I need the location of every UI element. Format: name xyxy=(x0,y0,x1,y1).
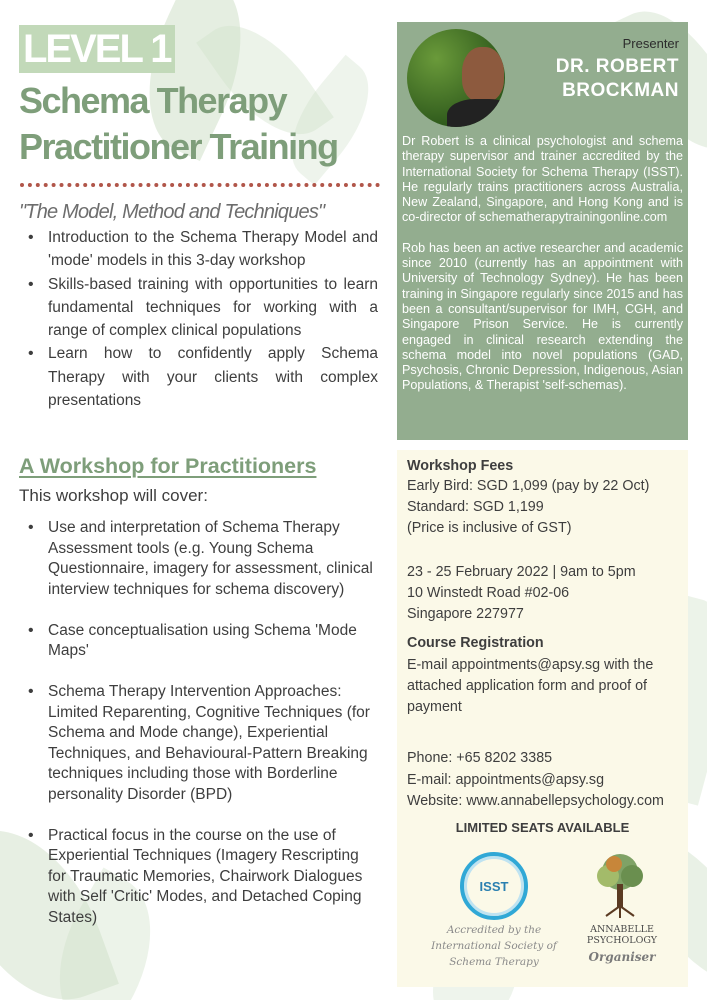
early-bird-fee: Early Bird: SGD 1,099 (pay by 22 Oct) xyxy=(407,478,650,494)
intro-list xyxy=(28,226,378,412)
registration-text: attached application form and proof of xyxy=(407,678,648,694)
address-line: Singapore 227977 xyxy=(407,606,524,622)
isst-logo xyxy=(460,852,528,920)
list-item: • Use and interpretation of Schema Therapy Assessment tools (e.g. Young Schema Questionnaire, imagery for assessment, clinical interview techniques for schema discovery) xyxy=(28,518,378,600)
presenter-photo xyxy=(407,29,505,127)
list-item: • Practical focus in the course on the use of Experiential Techniques (Imagery Rescripting for Traumatic Memories, Chairwork Dialogues with Self 'Critic' Modes, and Detached Coping States) xyxy=(28,826,378,929)
isst-caption: Accredited by the International Society of Schema Therapy xyxy=(431,924,557,968)
address-line: 10 Winstedt Road #02-06 xyxy=(407,585,570,601)
bio-paragraph: Dr Robert is a clinical psychologist and schema therapy supervisor and trainer accredited by the International Society for Schema Therapy (ISST). He regularly trains practitioners across Australia, New Zealand, Singapore, and Hong Kong and is co-director of schematherapytrainingonline.com xyxy=(402,134,683,225)
organiser-label: Organiser xyxy=(588,950,656,964)
list-item: • Skills-based training with opportunities to learn fundamental techniques for working with a range of complex clinical populations xyxy=(28,273,378,343)
workshop-dates: 23 - 25 February 2022 | 9am to 5pm xyxy=(407,564,636,580)
fees-heading: Workshop Fees xyxy=(407,458,514,474)
standard-fee: Standard: SGD 1,199 xyxy=(407,499,544,515)
presenter-name: DR. ROBERT BROCKMAN xyxy=(555,56,679,101)
presenter-label: Presenter xyxy=(622,36,679,51)
page-title: Schema Therapy Practitioner Training xyxy=(19,80,338,167)
list-item: • Case conceptualisation using Schema 'Mode Maps' xyxy=(28,621,378,662)
subtitle: "The Model, Method and Techniques" xyxy=(19,201,325,223)
bio-paragraph: Rob has been an active researcher and academic since 2010 (currently has an appointment with University of Technology Sydney). He has been training in Singapore regularly since 2015 and has been a consultant/supervisor for IMH, CGH, and Singapore Prison Service. He is currently engaged in clinical research extending the schema model into novel populations (GAD, Psychosis, Chronic Depression, Indigenous, Asian Populations, & Therapist 'self-schemas). xyxy=(402,240,683,393)
phone-contact: Phone: +65 8202 3385 xyxy=(407,750,553,766)
presenter-box xyxy=(397,22,688,440)
list-item: • Introduction to the Schema Therapy Model and 'mode' models in this 3-day workshop xyxy=(28,226,378,273)
presenter-face xyxy=(462,47,504,102)
registration-text: E-mail appointments@apsy.sg with the xyxy=(407,657,654,673)
presenter-body xyxy=(447,99,505,127)
registration-heading: Course Registration xyxy=(407,635,544,651)
limited-seats-notice: LIMITED SEATS AVAILABLE xyxy=(455,820,630,835)
workshop-topics-list xyxy=(28,518,378,949)
level-badge: LEVEL 1 xyxy=(19,25,175,73)
presenter-bio xyxy=(402,134,683,394)
website-link[interactable]: Website: www.annabellepsychology.com xyxy=(407,793,664,809)
gst-note: (Price is inclusive of GST) xyxy=(407,520,572,536)
fees-panel xyxy=(397,450,688,987)
workshop-intro: This workshop will cover: xyxy=(19,486,208,505)
email-contact[interactable]: E-mail: appointments@apsy.sg xyxy=(407,772,605,788)
registration-text: payment xyxy=(407,699,462,715)
workshop-heading: A Workshop for Practitioners xyxy=(19,454,317,478)
annabelle-name: ANNABELLE PSYCHOLOGY xyxy=(586,924,658,946)
dotted-divider xyxy=(20,183,380,187)
list-item: • Learn how to confidently apply Schema Therapy with your clients with complex presentations xyxy=(28,342,378,412)
tree-logo-icon xyxy=(592,850,648,920)
list-item: • Schema Therapy Intervention Approaches: Limited Reparenting, Cognitive Techniques (for Schema and Mode change), Experiential Techniques, and Behavioural-Pattern Breaking techniques including those with Borderline personality Disorder (BPD) xyxy=(28,682,378,805)
isst-logo-text: ISST xyxy=(479,878,509,894)
